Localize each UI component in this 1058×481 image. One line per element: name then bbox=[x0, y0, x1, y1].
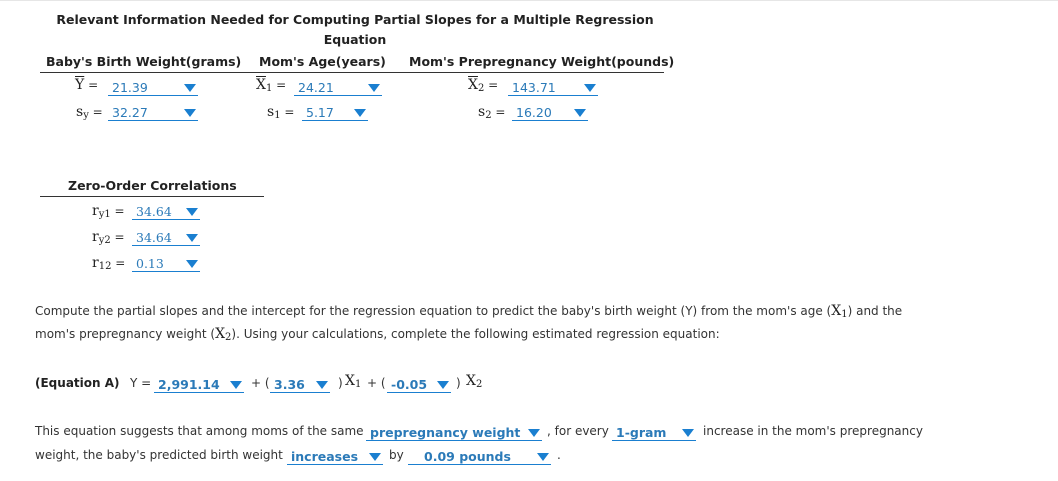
ry1-symbol: $r_{y1}$ = bbox=[92, 203, 125, 220]
b2-dropdown[interactable] bbox=[387, 376, 451, 393]
instructions-line1: Compute the partial slopes and the intercept for the regression equation to predict the baby's birth weight (Y) from the mom's age $(X_1)$ and the bbox=[35, 303, 903, 320]
equation-label: (Equation A) bbox=[35, 376, 120, 390]
chevron-down-icon bbox=[369, 453, 381, 461]
ry2-dropdown[interactable] bbox=[132, 229, 200, 246]
sy-value: 32.27 bbox=[112, 105, 148, 120]
s1-symbol: $s_1$ = bbox=[267, 104, 295, 121]
col-header-birth-weight: Baby's Birth Weight(grams) bbox=[46, 54, 242, 69]
chevron-down-icon bbox=[184, 109, 196, 117]
table-title-line2: Equation bbox=[323, 32, 387, 47]
b1-dropdown[interactable] bbox=[270, 376, 330, 393]
interpretation-text4: weight, the baby's predicted birth weight bbox=[35, 448, 283, 462]
amount-value: 0.09 pounds bbox=[424, 449, 511, 464]
r12-dropdown[interactable] bbox=[132, 255, 200, 272]
correlations-header: Zero-Order Correlations bbox=[68, 178, 237, 193]
equation-close-paren-1: ) bbox=[338, 376, 343, 390]
chevron-down-icon bbox=[368, 84, 380, 92]
col-header-prepregnancy-weight: Mom's Prepregnancy Weight(pounds) bbox=[409, 54, 675, 69]
chevron-down-icon bbox=[186, 260, 198, 268]
x1-mean-dropdown[interactable] bbox=[294, 79, 382, 96]
intercept-value: 2,991.14 bbox=[158, 377, 220, 392]
chevron-down-icon bbox=[537, 453, 549, 461]
amount-dropdown[interactable] bbox=[408, 448, 551, 465]
b2-value: -0.05 bbox=[391, 377, 428, 392]
chevron-down-icon bbox=[574, 109, 586, 117]
y-mean-dropdown[interactable] bbox=[108, 79, 198, 96]
x2-mean-dropdown[interactable] bbox=[508, 79, 598, 96]
table-title bbox=[40, 10, 670, 50]
chevron-down-icon bbox=[184, 84, 196, 92]
x2-symbol: $X_2$ bbox=[215, 326, 232, 343]
equation-y-equals: Y = bbox=[130, 376, 152, 390]
interpretation-text5: by bbox=[389, 448, 404, 462]
s2-value: 16.20 bbox=[516, 105, 552, 120]
ry2-value: 34.64 bbox=[136, 230, 172, 245]
chevron-down-icon bbox=[186, 234, 198, 242]
intercept-dropdown[interactable] bbox=[154, 376, 244, 393]
equation-open-paren-1: + ( bbox=[251, 376, 270, 390]
equation-x2-symbol: $X_2$ bbox=[466, 373, 483, 390]
interpretation-period: . bbox=[557, 448, 561, 462]
sy-symbol: $s_y$ = bbox=[76, 104, 103, 121]
s1-value: 5.17 bbox=[306, 105, 334, 120]
equation-open-paren-2: + ( bbox=[367, 376, 386, 390]
instructions-line2: mom's prepregnancy weight $(X_2)$. Using your calculations, complete the following estimated regression equation: bbox=[35, 326, 720, 343]
ry2-symbol: $r_{y2}$ = bbox=[92, 229, 125, 246]
x1-mean-symbol: $\overline{X}_1$ = bbox=[256, 77, 287, 94]
chevron-down-icon bbox=[354, 109, 366, 117]
chevron-down-icon bbox=[584, 84, 596, 92]
x1-mean-value: 24.21 bbox=[298, 80, 334, 95]
chevron-down-icon bbox=[682, 429, 694, 437]
equation-close-paren-2: ) bbox=[456, 376, 461, 390]
interpretation-text1: This equation suggests that among moms of the same bbox=[35, 424, 364, 438]
direction-dropdown[interactable] bbox=[287, 448, 383, 465]
correlations-rule bbox=[40, 196, 264, 197]
b1-value: 3.36 bbox=[274, 377, 305, 392]
header-rule bbox=[40, 72, 664, 73]
table-title-line1: Relevant Information Needed for Computing Partial Slopes for a Multiple Regression bbox=[56, 12, 654, 27]
r12-symbol: $r_{12}$ = bbox=[92, 255, 126, 272]
x2-mean-value: 143.71 bbox=[512, 80, 556, 95]
s2-symbol: $s_2$ = bbox=[478, 104, 506, 121]
variable-held-dropdown[interactable] bbox=[366, 424, 542, 441]
chevron-down-icon bbox=[186, 208, 198, 216]
y-mean-value: 21.39 bbox=[112, 80, 148, 95]
x2-mean-symbol: $\overline{X}_2$ = bbox=[468, 77, 499, 94]
s2-dropdown[interactable] bbox=[512, 104, 588, 121]
top-divider bbox=[0, 0, 1058, 1]
unit-increase-dropdown[interactable] bbox=[612, 424, 696, 441]
chevron-down-icon bbox=[437, 381, 449, 389]
chevron-down-icon bbox=[230, 381, 242, 389]
direction-value: increases bbox=[291, 449, 359, 464]
ry1-value: 34.64 bbox=[136, 204, 172, 219]
sy-dropdown[interactable] bbox=[108, 104, 198, 121]
unit-increase-value: 1-gram bbox=[616, 425, 667, 440]
chevron-down-icon bbox=[316, 381, 328, 389]
ry1-dropdown[interactable] bbox=[132, 203, 200, 220]
col-header-mom-age: Mom's Age(years) bbox=[259, 54, 386, 69]
r12-value: 0.13 bbox=[136, 256, 164, 271]
x1-symbol: $X_1$ bbox=[831, 303, 848, 320]
equation-x1-symbol: $X_1$ bbox=[345, 373, 362, 390]
interpretation-text3: increase in the mom's prepregnancy bbox=[703, 424, 923, 438]
variable-held-value: prepregnancy weight bbox=[370, 425, 521, 440]
s1-dropdown[interactable] bbox=[302, 104, 368, 121]
interpretation-text2: , for every bbox=[547, 424, 609, 438]
chevron-down-icon bbox=[528, 429, 540, 437]
y-mean-symbol: $\overline{Y}$ = bbox=[75, 77, 99, 93]
